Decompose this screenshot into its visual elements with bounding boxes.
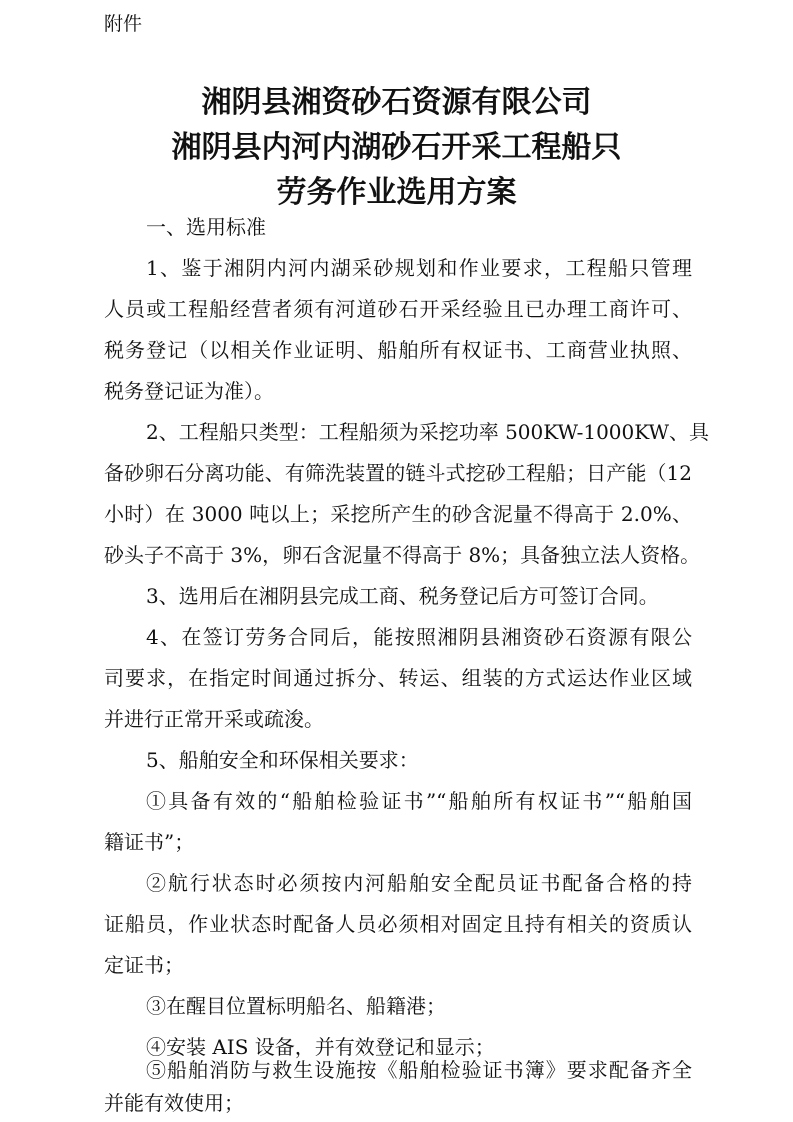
item5-sub1-line-1: ①具备有效的“船舶检验证书”“船舶所有权证书”“船舶国 [146, 789, 692, 813]
item1-line-2: 人员或工程船经营者须有河道砂石开采经验且已办理工商许可、 [104, 297, 692, 321]
item1-line-1: 1、鉴于湘阴内河内湖采砂规划和作业要求，工程船只管理 [146, 256, 692, 280]
item4-line-2: 司要求，在指定时间通过拆分、转运、组装的方式运达作业区域 [104, 666, 692, 690]
section-heading-standards: 一、选用标准 [146, 215, 266, 239]
item2-line-2: 备砂卵石分离功能、有筛洗装置的链斗式挖砂工程船；日产能（12 [104, 461, 692, 485]
item5-sub3-line-1: ③在醒目位置标明船名、船籍港； [146, 994, 446, 1018]
item5-sub1-line-2: 籍证书”； [104, 830, 195, 854]
title-line-1: 湘阴县湘资砂石资源有限公司 [201, 85, 592, 120]
item5-sub2-line-2: 证船员，作业状态时配备人员必须相对固定且持有相关的资质认 [104, 912, 692, 936]
item5-heading: 5、船舶安全和环保相关要求： [146, 748, 419, 772]
item5-sub5-line-2: 并能有效使用； [104, 1091, 244, 1115]
item2-line-3: 小时）在 3000 吨以上；采挖所产生的砂含泥量不得高于 2.0%、 [104, 502, 692, 526]
item5-sub2-line-1: ②航行状态时必须按内河船舶安全配员证书配备合格的持 [146, 871, 692, 895]
item5-sub2-line-3: 定证书； [104, 953, 184, 977]
title-line-2: 湘阴县内河内湖砂石开采工程船只 [171, 130, 622, 165]
item4-line-3: 并进行正常开采或疏浚。 [104, 707, 324, 731]
item1-line-3: 税务登记（以相关作业证明、船舶所有权证书、工商营业执照、 [104, 338, 692, 362]
item2-line-4: 砂头子不高于 3%，卵石含泥量不得高于 8%；具备独立法人资格。 [104, 543, 701, 567]
item3-line-1: 3、选用后在湘阴县完成工商、税务登记后方可签订合同。 [146, 584, 659, 608]
item5-sub5-line-1: ⑤船舶消防与救生设施按《船舶检验证书簿》要求配备齐全 [146, 1058, 692, 1082]
item2-line-1: 2、工程船只类型：工程船须为采挖功率 500KW-1000KW、具 [146, 420, 710, 444]
item5-sub4-line-1: ④安装 AIS 设备，并有效登记和显示； [146, 1035, 495, 1059]
item4-line-1: 4、在签订劳务合同后，能按照湘阴县湘资砂石资源有限公 [146, 625, 692, 649]
attachment-label: 附件 [104, 13, 143, 35]
title-line-3: 劳务作业选用方案 [276, 175, 517, 210]
item1-line-4: 税务登记证为准）。 [104, 379, 274, 403]
